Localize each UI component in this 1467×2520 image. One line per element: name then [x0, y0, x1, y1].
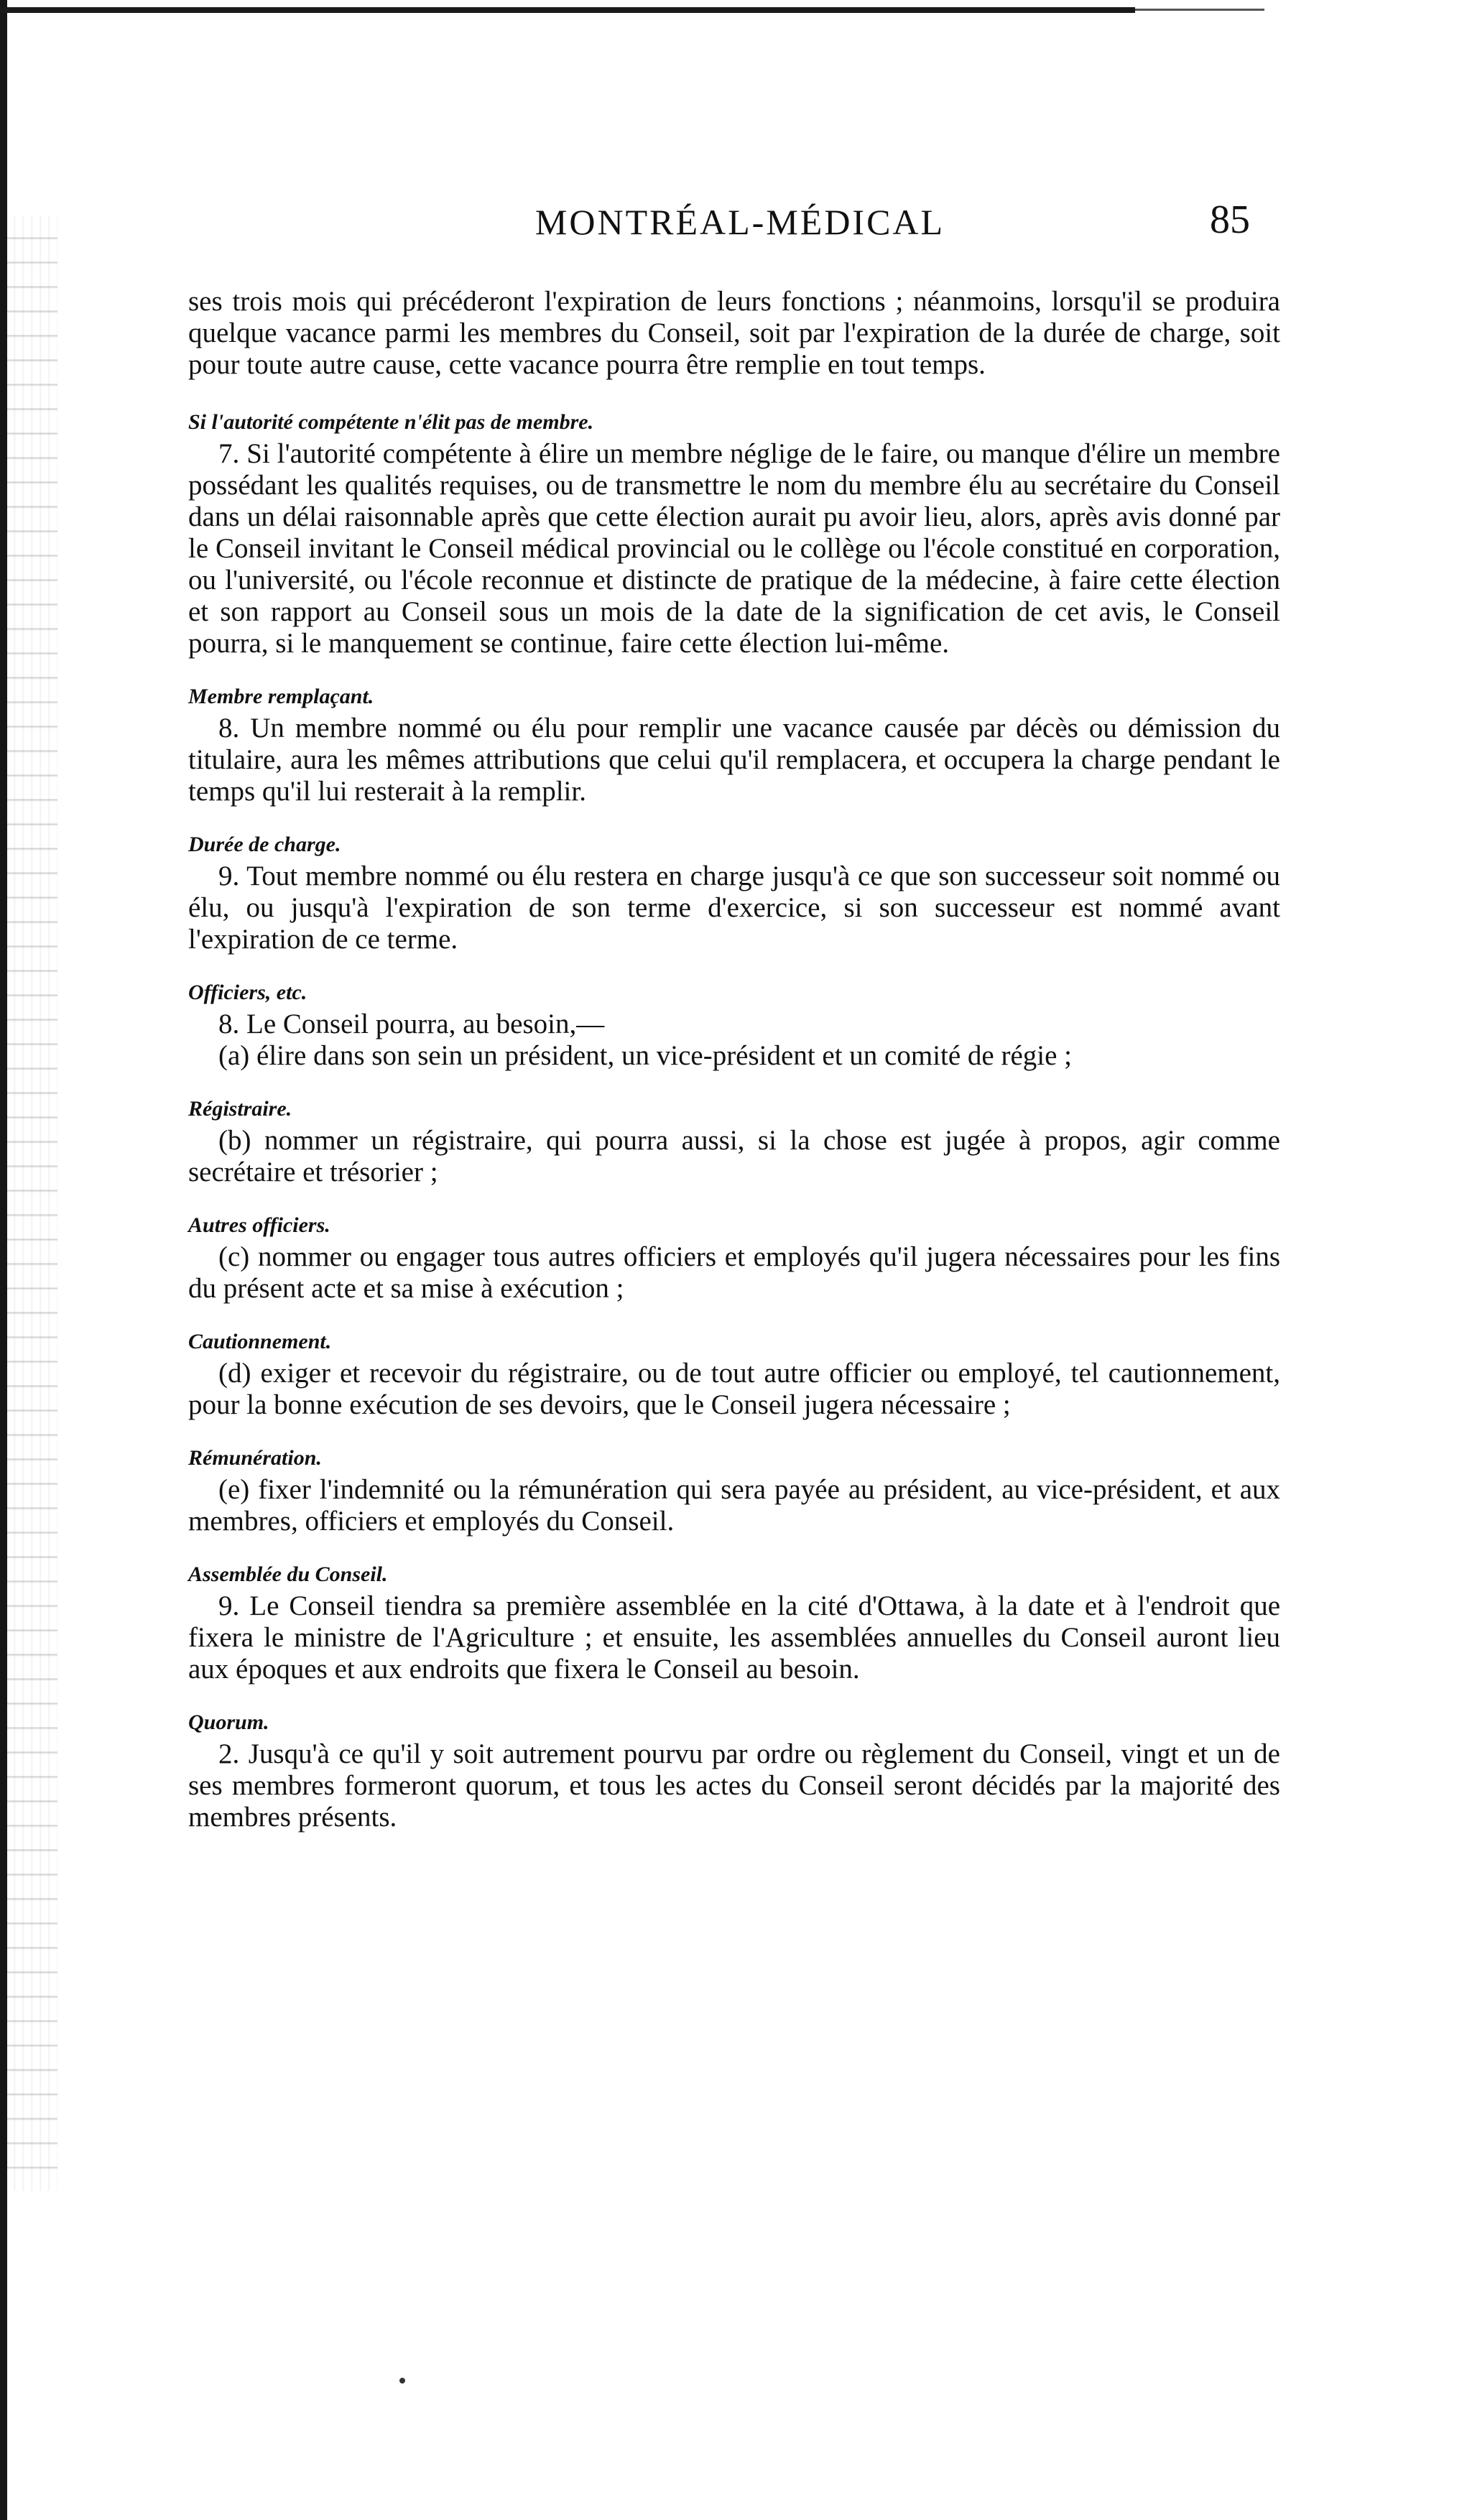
paragraph-assembly: 9. Le Conseil tiendra sa première assemblée en la cité d'Ottawa, à la date et à l'endroit que fixera le ministre de l'Agriculture ; et ensuite, les assemblées annuelles du Conseil auront lieu aux époques et aux endroits que fixera le Conseil au besoin. — [188, 1590, 1280, 1685]
scan-left-edge — [0, 0, 7, 2520]
paragraph-section-7: 7. Si l'autorité compétente à élire un membre néglige de le faire, ou manque d'élire un membre possédant les qualités requises, ou de transmettre le nom du membre élu au secrétaire du Conseil dans un délai raisonnable après que cette élection aurait pu avoir lieu, alors, après avis donné par le Conseil invitant le Conseil médical provincial ou le collège ou l'école constitué en corporation, ou l'université, ou l'école reconnue et distincte de pratique de la médecine, à faire cette élection et son rapport au Conseil sous un mois de la date de la signification de cet avis, le Conseil pourra, si le manquement se continue, faire cette élection lui-même. — [188, 438, 1280, 659]
paragraph-quorum: 2. Jusqu'à ce qu'il y soit autrement pourvu par ordre ou règlement du Conseil, vingt et un de ses membres formeront quorum, et tous les actes du Conseil seront décidés par la majorité des membres présents. — [188, 1738, 1280, 1833]
page-header — [187, 198, 1293, 259]
paragraph-section-8: 8. Un membre nommé ou élu pour remplir une vacance causée par décès ou démission du titulaire, aura les mêmes attributions que celui qu'il remplacera, et occupera la charge pendant le temps qu'il lui resterait à la remplir. — [188, 713, 1280, 807]
margin-note: Quorum. — [188, 1710, 269, 1734]
margin-note: Assemblée du Conseil. — [188, 1562, 388, 1586]
subclause-e: (e) fixer l'indemnité ou la rémunération qui sera payée au président, au vice-président, et aux membres, officiers et employés du Conseil. — [188, 1474, 1280, 1537]
scan-gutter-noise — [7, 216, 57, 2191]
paragraph-continuation: ses trois mois qui précéderont l'expiration de leurs fonctions ; néanmoins, lorsqu'il se produira quelque vacance parmi les membres du Conseil, soit par l'expiration de la durée de charge, soit pour toute autre cause, cette vacance pourra être remplie en tout temps. — [188, 286, 1280, 380]
margin-note: Membre remplaçant. — [188, 685, 374, 708]
subclause-b: (b) nommer un régistraire, qui pourra aussi, si la chose est jugée à propos, agir comme secrétaire et trésorier ; — [188, 1125, 1280, 1187]
subclause-c: (c) nommer ou engager tous autres officiers et employés qu'il jugera nécessaires pour les fins du présent acte et sa mise à exécution ; — [188, 1241, 1280, 1304]
margin-note: Cautionnement. — [188, 1330, 332, 1353]
top-rule-tail — [1135, 9, 1264, 11]
paragraph-section-officers: 8. Le Conseil pourra, au besoin,— — [218, 1009, 605, 1039]
margin-note: Régistraire. — [188, 1097, 292, 1121]
page-body — [188, 286, 1280, 1833]
subclause-a: (a) élire dans son sein un président, un vice-président et un comité de régie ; — [218, 1040, 1073, 1071]
margin-note: Si l'autorité compétente n'élit pas de membre. — [188, 410, 594, 434]
bottom-dot — [399, 2378, 405, 2384]
running-title: MONTRÉAL-MÉDICAL — [534, 202, 945, 242]
top-rule — [0, 7, 1135, 13]
subclause-d: (d) exiger et recevoir du régistraire, ou de tout autre officier ou employé, tel cautionnement, pour la bonne exécution de ses devoirs, que le Conseil jugera nécessaire ; — [188, 1358, 1280, 1420]
page-number: 85 — [1210, 198, 1250, 242]
margin-note: Rémunération. — [188, 1446, 322, 1470]
paragraph-section-9: 9. Tout membre nommé ou élu restera en charge jusqu'à ce que son successeur soit nommé ou élu, ou jusqu'à l'expiration de son terme d'exercice, si son successeur est nommé avant l'expiration de ce terme. — [188, 861, 1280, 955]
margin-note: Autres officiers. — [188, 1213, 330, 1237]
margin-note: Durée de charge. — [188, 833, 341, 856]
margin-note: Officiers, etc. — [188, 981, 307, 1004]
